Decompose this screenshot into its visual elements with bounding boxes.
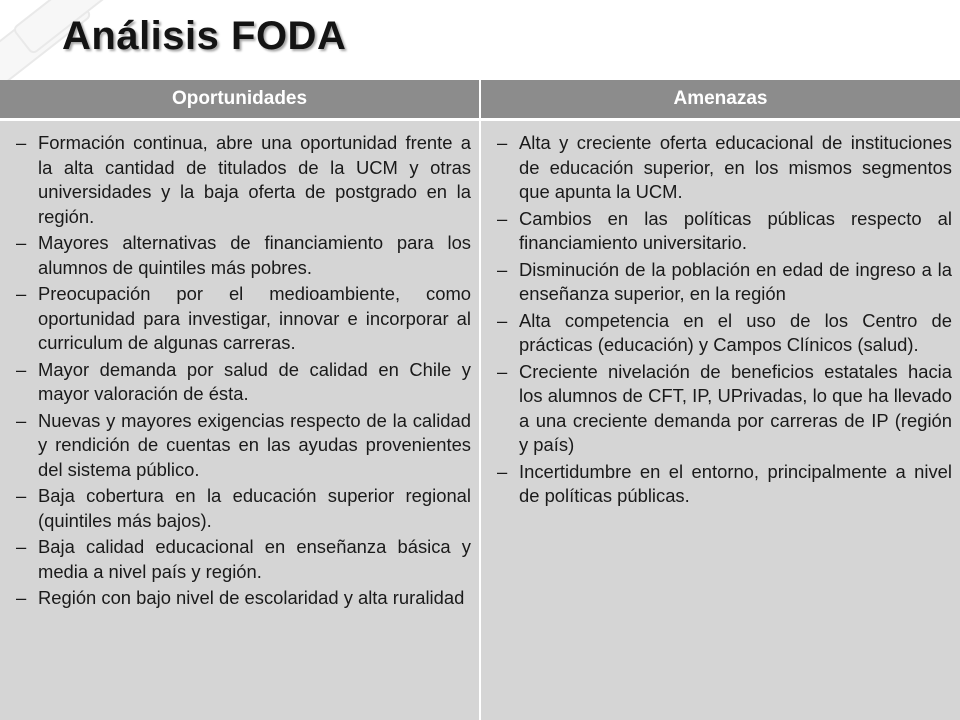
bullet-dash: – [16, 536, 27, 557]
bullet-dash: – [497, 460, 508, 482]
bullet-dash: – [497, 258, 508, 280]
header-oportunidades: Oportunidades [0, 80, 480, 120]
bullet-dash: – [16, 485, 27, 506]
oportunidad-item [16, 484, 471, 533]
bullet-dash: – [16, 232, 27, 253]
header-amenazas: Amenazas [480, 80, 960, 120]
amenaza-item [497, 460, 952, 509]
swot-header-row [0, 80, 960, 120]
oportunidad-item [16, 131, 471, 229]
bullet-dash: – [16, 132, 27, 153]
oportunidad-item [16, 586, 471, 611]
swot-table [0, 80, 960, 720]
bullet-dash: – [16, 283, 27, 304]
amenaza-item-text: Alta y creciente oferta educacional de instituciones de educación superior, en los mismos segmentos que apunta la UCM. [519, 132, 952, 202]
oportunidad-item [16, 282, 471, 356]
oportunidad-item-text: Formación continua, abre una oportunidad frente a la alta cantidad de titulados de la UCM y otras universidades y la baja oferta de postgrado en la región. [38, 132, 471, 227]
slide-title: Análisis FODA [62, 14, 347, 58]
amenazas-list [497, 131, 952, 509]
bullet-dash: – [497, 360, 508, 382]
oportunidad-item-text: Preocupación por el medioambiente, como oportunidad para investigar, innovar e incorporar al curriculum de algunas carreras. [38, 283, 471, 353]
oportunidad-item [16, 358, 471, 407]
oportunidad-item-text: Baja calidad educacional en enseñanza básica y media a nivel país y región. [38, 536, 471, 582]
oportunidad-item-text: Nuevas y mayores exigencias respecto de la calidad y rendición de cuentas en las ayudas provenientes del sistema público. [38, 409, 471, 480]
amenaza-item [497, 309, 952, 358]
amenaza-item [497, 207, 952, 256]
amenazas-cell [480, 120, 960, 720]
oportunidad-item-text: Región con bajo nivel de escolaridad y alta ruralidad [38, 587, 465, 608]
amenaza-item-text: Creciente nivelación de beneficios estatales hacia los alumnos de CFT, IP, UPrivadas, lo que ha llevado a una creciente demanda por carreras de IP (región y país) [519, 360, 952, 455]
amenaza-item-text: Alta competencia en el uso de los Centro de prácticas (educación) y Campos Clínicos (salud). [519, 309, 952, 355]
oportunidad-item-text: Mayor demanda por salud de calidad en Chile y mayor valoración de ésta. [38, 358, 471, 404]
bullet-dash: – [16, 409, 27, 431]
oportunidad-item [16, 535, 471, 584]
swot-body-row [0, 120, 960, 720]
amenaza-item [497, 360, 952, 458]
amenaza-item-text: Disminución de la población en edad de ingreso a la enseñanza superior, en la región [519, 258, 952, 304]
bullet-dash: – [497, 207, 508, 229]
oportunidades-cell [0, 120, 480, 720]
oportunidad-item [16, 231, 471, 280]
oportunidad-item-text: Mayores alternativas de financiamiento para los alumnos de quintiles más pobres. [38, 232, 471, 278]
oportunidad-item [16, 409, 471, 483]
bullet-dash: – [497, 309, 508, 331]
oportunidades-list [16, 131, 471, 611]
amenaza-item [497, 131, 952, 205]
amenaza-item-text: Incertidumbre en el entorno, principalmente a nivel de políticas públicas. [519, 460, 952, 506]
bullet-dash: – [497, 132, 508, 153]
oportunidad-item-text: Baja cobertura en la educación superior regional (quintiles más bajos). [38, 485, 471, 531]
amenaza-item-text: Cambios en las políticas públicas respecto al financiamiento universitario. [519, 207, 952, 253]
bullet-dash: – [16, 587, 27, 608]
bullet-dash: – [16, 358, 27, 380]
amenaza-item [497, 258, 952, 307]
